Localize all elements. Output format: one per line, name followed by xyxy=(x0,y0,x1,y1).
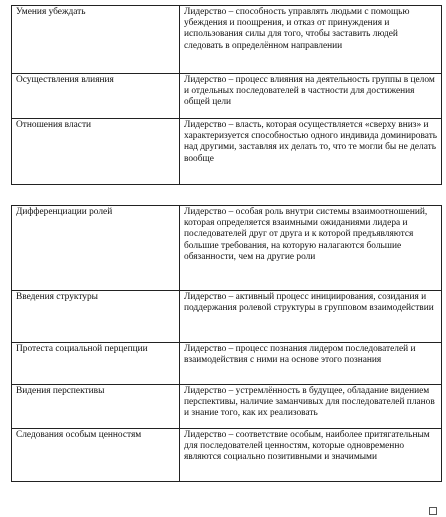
term-cell: Видения перспективы xyxy=(12,385,180,429)
table-row xyxy=(12,74,442,119)
term-cell: Умения убеждать xyxy=(12,6,180,74)
definition-cell: Лидерство – активный процесс инициирования, созидания и поддержания ролевой структуры в групповом взаимодействии xyxy=(180,291,442,343)
table-row xyxy=(12,385,442,429)
definition-cell: Лидерство – способность управлять людьми с помощью убеждения и поощрения, и отказ от принуждения и использования силы для того, чтобы заставить людей следовать в определённом направлении xyxy=(180,6,442,74)
term-cell: Введения структуры xyxy=(12,291,180,343)
term-cell: Дифференциации ролей xyxy=(12,206,180,291)
table-resize-handle[interactable] xyxy=(429,507,437,515)
definition-cell: Лидерство – особая роль внутри системы взаимоотношений, которая определяется взаимными ожиданиями лидера и последователей друг от друга и к которой предъявляются большие требования, на которую налагаются большие обязанности, чем на другие роли xyxy=(180,206,442,291)
table-row xyxy=(12,6,442,74)
table-row xyxy=(12,206,442,291)
table-row xyxy=(12,343,442,385)
table-row xyxy=(12,429,442,482)
table-row xyxy=(12,291,442,343)
leadership-definitions-table-2 xyxy=(11,205,442,482)
term-cell: Следования особым ценностям xyxy=(12,429,180,482)
term-cell: Осуществления влияния xyxy=(12,74,180,119)
term-cell: Отношения власти xyxy=(12,119,180,185)
definition-cell: Лидерство – процесс познания лидером последователей и взаимодействия с ними на основе этого познания xyxy=(180,343,442,385)
definition-cell: Лидерство – устремлённость в будущее, обладание видением перспективы, наличие заманчивых для последователей планов и знание того, как их реализовать xyxy=(180,385,442,429)
definition-cell: Лидерство – власть, которая осуществляется «сверху вниз» и характеризуется способностью одного индивида доминировать над другими, заставляя их делать то, что те могли бы не делать вообще xyxy=(180,119,442,185)
leadership-definitions-table-1 xyxy=(11,5,442,185)
term-cell: Протеста социальной перцепции xyxy=(12,343,180,385)
definition-cell: Лидерство – процесс влияния на деятельность группы в целом и отдельных последователей в частности для достижения общей цели xyxy=(180,74,442,119)
table-row xyxy=(12,119,442,185)
definition-cell: Лидерство – соответствие особым, наиболее притягательным для последователей ценностям, которые одновременно являются социально позитивными и значимыми xyxy=(180,429,442,482)
